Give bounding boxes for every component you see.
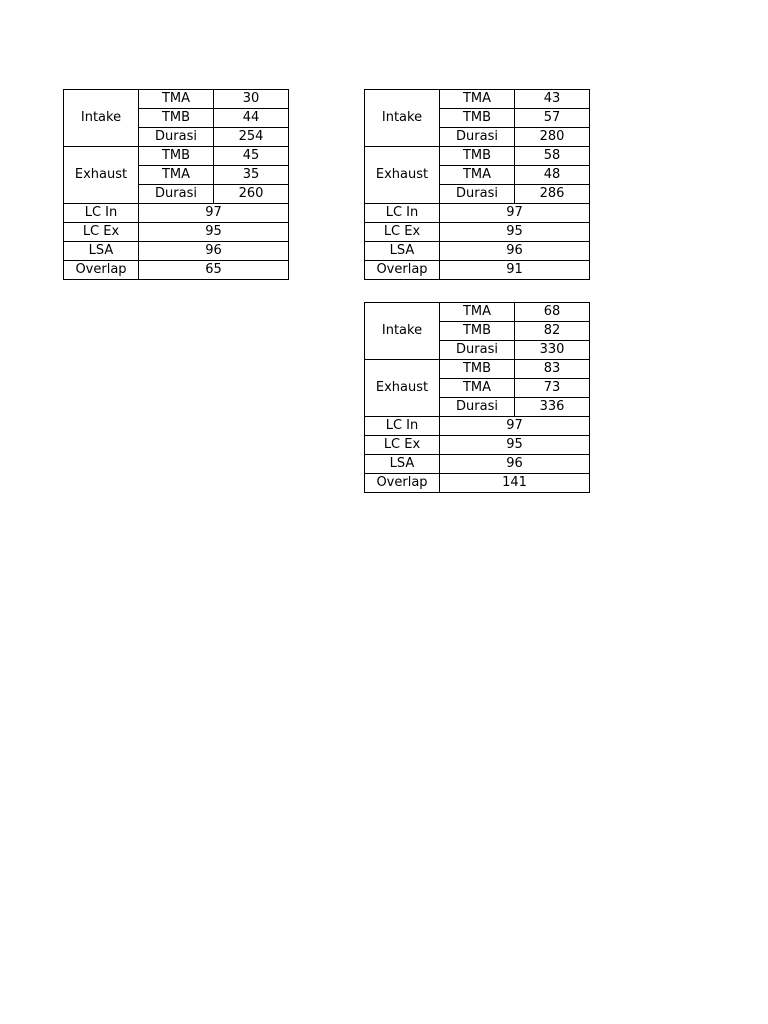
table-row xyxy=(365,147,590,166)
summary-label: LC In xyxy=(64,204,139,223)
summary-label: LC Ex xyxy=(365,436,440,455)
exhaust-param: Durasi xyxy=(139,185,214,204)
summary-label: LSA xyxy=(365,455,440,474)
summary-label: LSA xyxy=(64,242,139,261)
summary-value: 141 xyxy=(440,474,590,493)
exhaust-label: Exhaust xyxy=(64,147,139,204)
table-row xyxy=(64,90,289,109)
summary-value: 97 xyxy=(440,204,590,223)
table-row xyxy=(64,261,289,280)
exhaust-label: Exhaust xyxy=(365,360,440,417)
exhaust-param: TMA xyxy=(440,166,515,185)
intake-value: 254 xyxy=(214,128,289,147)
table-row xyxy=(64,242,289,261)
summary-value: 95 xyxy=(139,223,289,242)
summary-label: LC Ex xyxy=(64,223,139,242)
exhaust-param: TMB xyxy=(139,147,214,166)
intake-param: TMA xyxy=(440,90,515,109)
summary-value: 96 xyxy=(440,455,590,474)
exhaust-value: 336 xyxy=(515,398,590,417)
cam-spec-table-1 xyxy=(63,89,289,280)
summary-value: 65 xyxy=(139,261,289,280)
table-row xyxy=(64,204,289,223)
exhaust-value: 73 xyxy=(515,379,590,398)
exhaust-value: 260 xyxy=(214,185,289,204)
exhaust-value: 286 xyxy=(515,185,590,204)
table-row xyxy=(365,261,590,280)
summary-label: LC Ex xyxy=(365,223,440,242)
cam-spec-table-3 xyxy=(364,302,590,493)
intake-value: 330 xyxy=(515,341,590,360)
table-row xyxy=(365,303,590,322)
table-row xyxy=(365,474,590,493)
exhaust-value: 35 xyxy=(214,166,289,185)
intake-param: TMA xyxy=(139,90,214,109)
summary-value: 97 xyxy=(139,204,289,223)
intake-value: 57 xyxy=(515,109,590,128)
table-row xyxy=(64,223,289,242)
table-row xyxy=(365,360,590,379)
exhaust-param: Durasi xyxy=(440,185,515,204)
exhaust-param: Durasi xyxy=(440,398,515,417)
cam-spec-table-2 xyxy=(364,89,590,280)
intake-value: 82 xyxy=(515,322,590,341)
exhaust-value: 83 xyxy=(515,360,590,379)
table-row xyxy=(365,436,590,455)
exhaust-param: TMA xyxy=(440,379,515,398)
intake-value: 68 xyxy=(515,303,590,322)
table-row xyxy=(365,90,590,109)
exhaust-param: TMA xyxy=(139,166,214,185)
summary-label: LSA xyxy=(365,242,440,261)
intake-param: TMB xyxy=(440,109,515,128)
summary-value: 91 xyxy=(440,261,590,280)
intake-value: 43 xyxy=(515,90,590,109)
exhaust-label: Exhaust xyxy=(365,147,440,204)
summary-value: 95 xyxy=(440,223,590,242)
table-row xyxy=(365,242,590,261)
summary-label: LC In xyxy=(365,204,440,223)
table-row xyxy=(365,223,590,242)
intake-param: Durasi xyxy=(440,341,515,360)
summary-value: 96 xyxy=(440,242,590,261)
summary-value: 95 xyxy=(440,436,590,455)
intake-value: 30 xyxy=(214,90,289,109)
exhaust-value: 48 xyxy=(515,166,590,185)
intake-label: Intake xyxy=(365,303,440,360)
summary-label: LC In xyxy=(365,417,440,436)
summary-label: Overlap xyxy=(64,261,139,280)
table-row xyxy=(365,204,590,223)
intake-value: 44 xyxy=(214,109,289,128)
intake-param: TMA xyxy=(440,303,515,322)
table-row xyxy=(365,417,590,436)
exhaust-param: TMB xyxy=(440,360,515,379)
exhaust-value: 58 xyxy=(515,147,590,166)
intake-label: Intake xyxy=(64,90,139,147)
summary-label: Overlap xyxy=(365,474,440,493)
intake-value: 280 xyxy=(515,128,590,147)
intake-param: Durasi xyxy=(139,128,214,147)
table-row xyxy=(64,147,289,166)
table-row xyxy=(365,455,590,474)
summary-label: Overlap xyxy=(365,261,440,280)
intake-label: Intake xyxy=(365,90,440,147)
exhaust-param: TMB xyxy=(440,147,515,166)
summary-value: 96 xyxy=(139,242,289,261)
intake-param: TMB xyxy=(440,322,515,341)
intake-param: TMB xyxy=(139,109,214,128)
intake-param: Durasi xyxy=(440,128,515,147)
summary-value: 97 xyxy=(440,417,590,436)
exhaust-value: 45 xyxy=(214,147,289,166)
